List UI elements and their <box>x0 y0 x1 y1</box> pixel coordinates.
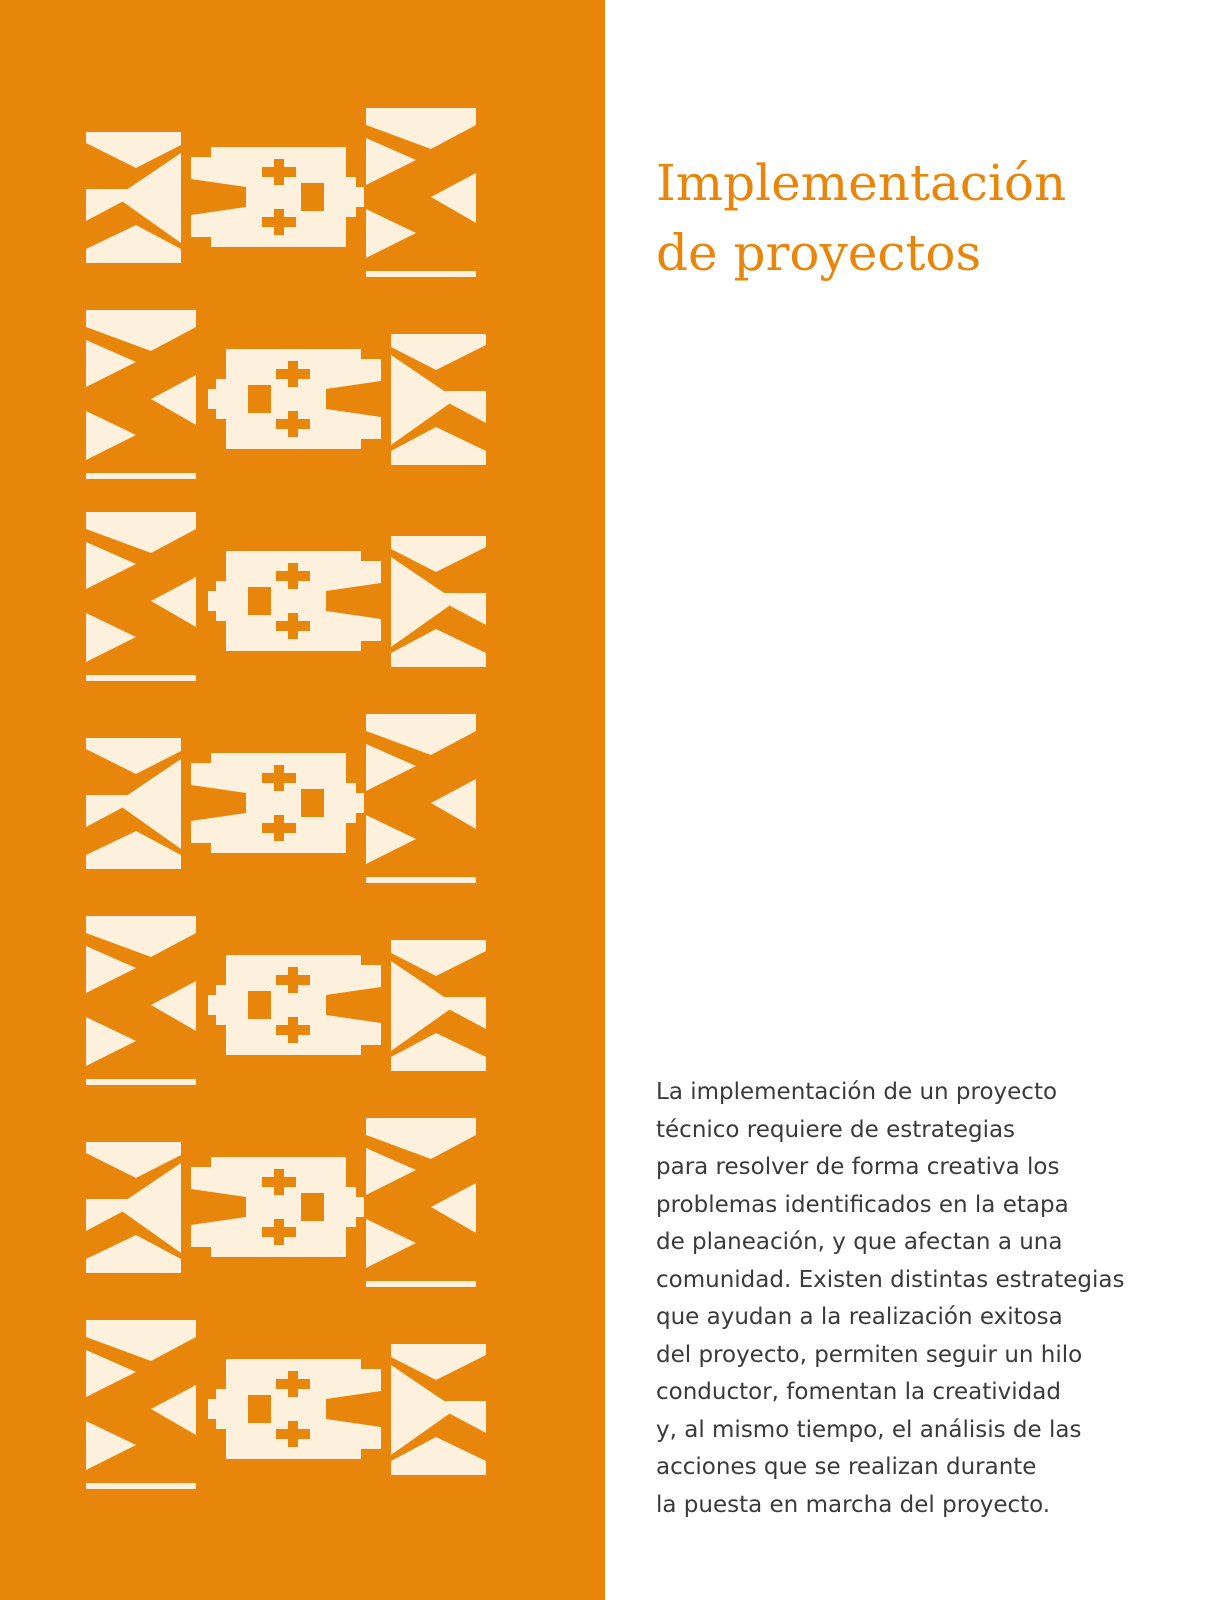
paragraph-line: y, al mismo tiempo, el análisis de las <box>656 1416 1082 1443</box>
paragraph-line: que ayudan a la realización exitosa <box>656 1304 1063 1330</box>
paragraph-line: para resolver de forma creativa los <box>656 1154 1060 1180</box>
paragraph-line: La implementación de un proyecto <box>656 1079 1058 1105</box>
paragraph-line: problemas identificados en la etapa <box>656 1191 1069 1218</box>
page-title-line: de proyectos <box>656 224 982 282</box>
paragraph-line: de planeación, y que afectan a una <box>656 1229 1063 1255</box>
paragraph-line: conductor, fomentan la creatividad <box>656 1379 1061 1405</box>
decorative-motif-icon <box>86 507 486 687</box>
paragraph-line: acciones que se realizan durante <box>656 1454 1037 1480</box>
decorative-motif-icon <box>86 305 486 485</box>
paragraph-line: del proyecto, permiten seguir un hilo <box>656 1341 1083 1368</box>
paragraph-line: la puesta en marcha del proyecto. <box>656 1491 1051 1518</box>
decorative-motif-icon <box>86 1113 486 1293</box>
decorative-motif-icon <box>86 103 486 283</box>
page-title-line: Implementación <box>656 154 1067 212</box>
decorative-motif-icon <box>86 1315 486 1495</box>
decorative-motif-icon <box>86 709 486 889</box>
decorative-motif-icon <box>86 911 486 1091</box>
paragraph-line: técnico requiere de estrategias <box>656 1116 1016 1143</box>
decorative-side-band <box>0 0 605 1600</box>
page-title <box>656 148 1176 288</box>
paragraph-line: comunidad. Existen distintas estrategias <box>656 1266 1125 1293</box>
intro-paragraph <box>656 1074 1196 1524</box>
